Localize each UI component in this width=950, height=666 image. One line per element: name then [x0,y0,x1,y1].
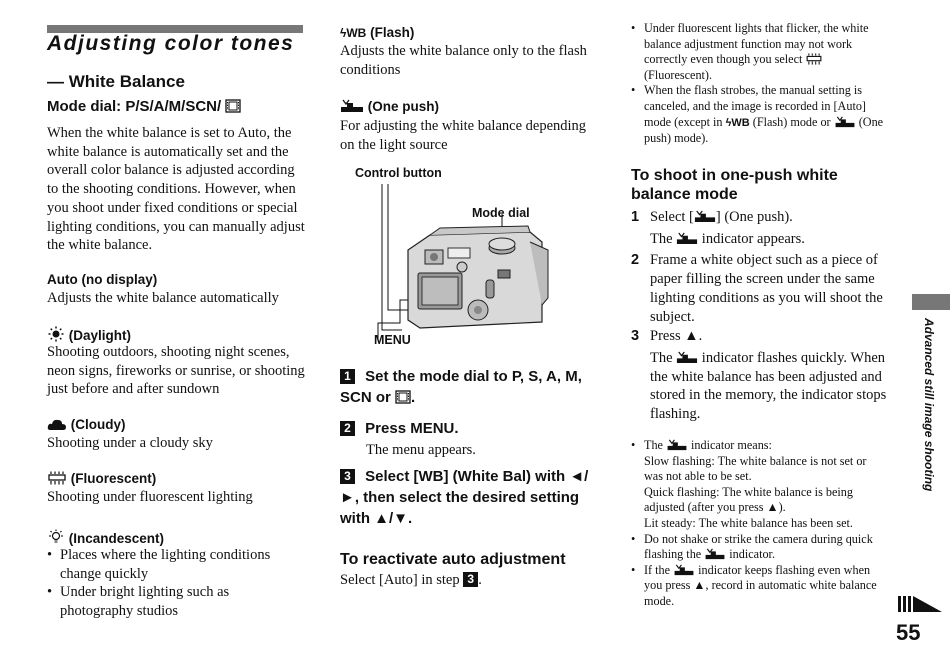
fluorescent-desc: Shooting under fluorescent lighting [47,489,253,505]
indicator-line: Lit steady: The white balance has been set. [644,515,853,530]
bulb-icon [47,529,65,545]
one-push-step-3 [631,327,891,424]
one-push-icon [340,99,364,113]
incandescent-label: (Incandescent) [68,531,165,546]
one-push-icon [673,564,695,576]
list-item [631,438,887,532]
step-text: ] (One push). [715,209,793,225]
step-2-sub: The menu appears. [366,442,476,458]
menu-callout: MENU [374,333,411,347]
reactivate-after: . [478,572,482,588]
auto-label: Auto (no display) [47,272,158,287]
scn-film-icon [225,99,241,113]
note-text: (Flash) mode or [752,114,831,129]
fluorescent-icon [47,471,67,485]
step-number: 1 [631,209,640,225]
note-text: indicator means: [691,438,772,452]
cloudy-label: (Cloudy) [70,417,126,432]
step-sub [650,230,891,249]
step-number: 1 [340,369,355,384]
step-number: 2 [340,421,355,436]
intro-paragraph: When the white balance is set to Auto, the white balance is automatically set and the overall color balance is adjusted according to the shooting conditions. However, when you shoot under fixed conditions or special lighting conditions, you can manually adjust the white balance. [47,125,305,254]
sidebar-label: Advanced still image shooting [922,318,936,492]
step-number: 2 [631,252,640,269]
list-item: • Places where the lighting conditions change quickly [47,546,292,583]
step-2 [340,418,459,439]
cloud-icon [47,417,67,431]
flash-label: (Flash) [370,25,415,40]
note-text: The [644,438,663,452]
control-button-callout: Control button [355,166,442,180]
mode-dial-text: Mode dial: P/S/A/M/SCN/ [47,98,222,115]
note-text: If the [644,562,671,577]
next-page-arrow-icon [898,592,944,614]
one-push-icon [694,210,716,223]
page-title: Adjusting color tones [47,32,295,55]
reactivate-heading: To reactivate auto adjustment [340,551,566,568]
flash-icon-text: WB [346,26,367,40]
reactivate-text [340,571,482,590]
one-push-icon [834,116,856,128]
incandescent-heading [47,529,164,546]
daylight-desc: Shooting outdoors, shooting night scenes, neon signs, fireworks or sunrise, or shooting just before and after sundown [47,344,305,398]
sidebar-tab [912,294,950,310]
flash-heading [340,25,414,40]
one-push-label: (One push) [367,99,440,114]
one-push-icon [666,439,688,451]
note-text: When the flash strobes, the manual setting is canceled, and the image is recorded in [Auto] mode (except in [644,83,866,129]
note-text: indicator. [729,547,775,562]
step-sub [650,349,891,424]
note-text: (Fluorescent). [644,67,713,82]
flash-desc: Adjusts the white balance only to the flash conditions [340,43,587,78]
indicator-line: Quick flashing: The white balance is being adjusted (after you press ▲). [644,484,853,515]
fluorescent-icon [805,53,823,65]
list-item [631,532,887,563]
step-ref: 3 [463,572,478,587]
cloudy-heading [47,417,126,432]
step-end: . [411,389,416,406]
fluorescent-label: (Fluorescent) [70,471,157,486]
step-number: 3 [631,328,640,345]
indicator-line: Slow flashing: The white balance is not set or was not able to be set. [644,453,867,484]
page-number: 55 [896,620,921,645]
one-push-section-heading: To shoot in one-push white balance mode [631,167,838,203]
sun-icon [47,326,65,342]
one-push-step-2 [631,251,891,326]
list-item [631,83,887,146]
note-text: Do not shake or strike the camera during quick flashing the [644,531,873,562]
fluorescent-heading [47,471,156,486]
notes-top [631,21,887,147]
flash-wb-icon: ϟWB [725,116,750,129]
incandescent-bullets [47,546,292,621]
daylight-label: (Daylight) [68,328,132,343]
step-text: The [650,230,673,247]
one-push-icon [704,548,726,560]
auto-desc: Adjusts the white balance automatically [47,290,279,306]
step-text: Frame a white object such as a piece of paper filling the screen under the same lighting conditions as you will shoot the subject. [650,252,883,325]
list-item [631,21,887,83]
step-1 [340,366,602,408]
step-text: Set the mode dial to P, S, A, M, SCN or [340,368,582,406]
flash-wb-icon: ϟWB [340,26,367,40]
step-text: indicator flashes quickly. When the white balance has been adjusted and stored in the memory, the indicator stops flashing. [650,349,887,423]
one-push-steps [631,208,891,424]
note-text: (One push) mode). [644,114,884,146]
cloudy-desc: Shooting under a cloudy sky [47,435,213,451]
step-text: Press ▲. [650,328,703,345]
step-text: Select [WB] (White Bal) with ◄/►, then select the desired setting with ▲/▼. [340,468,589,527]
one-push-step-1 [631,208,891,248]
one-push-icon [676,232,698,245]
step-text: Select [ [650,209,694,225]
camera-illustration [370,180,560,340]
step-3 [340,466,602,529]
section-subtitle: — White Balance [47,72,185,91]
list-item [631,563,887,610]
daylight-heading [47,326,131,343]
mode-dial-callout: Mode dial [472,206,530,220]
notes-bottom [631,438,887,610]
step-number: 3 [340,469,355,484]
step-text: Press MENU. [365,420,459,437]
note-text: indicator keeps flashing even when you press ▲, record in automatic white balance mode. [644,562,877,608]
note-text: Under fluorescent lights that flicker, the white balance adjustment function may not work correctly even though you select [644,21,869,67]
mode-dial-heading [47,98,241,115]
step-text: The [650,349,673,366]
one-push-heading [340,99,439,114]
scn-film-icon [395,390,411,404]
one-push-desc: For adjusting the white balance depending on the light source [340,118,587,153]
list-item: • Under bright lighting such as photography studios [47,583,292,620]
reactivate-before: Select [Auto] in step [340,572,460,588]
step-text: indicator appears. [701,230,805,247]
one-push-icon [676,351,698,364]
